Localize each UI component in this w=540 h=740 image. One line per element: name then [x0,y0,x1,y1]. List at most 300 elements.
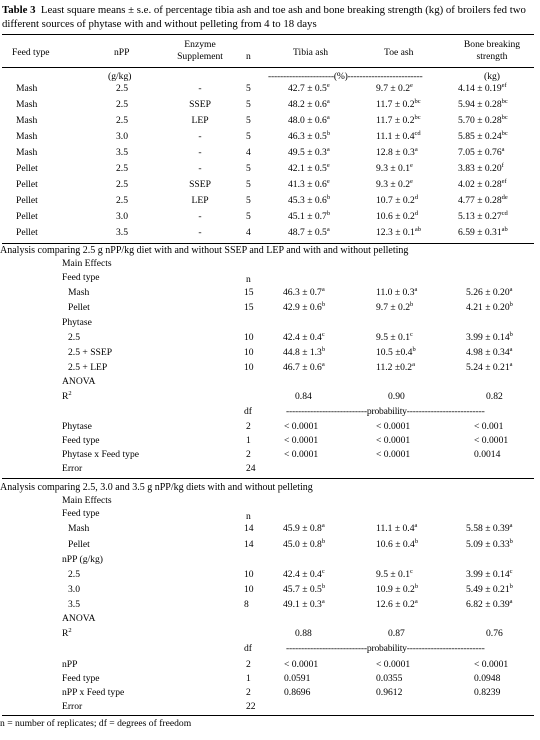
cell-tibia-ash-superscript: b [326,194,331,201]
section2-pellet-row-tibia-superscript: b [321,538,326,545]
cell-bone-strength-superscript: a [501,146,505,153]
cell-n: 4 [246,227,251,238]
section1-pellet-row [0,301,540,314]
header-enzyme-line1: Enzyme [184,39,216,50]
cell-tibia-ash-superscript: e [326,162,330,169]
section1-df-label: df [244,406,252,417]
cell-toe-ash-superscript: e [410,82,413,89]
anova-row [0,658,540,671]
anova-source: Error [62,701,83,712]
header-row [0,39,540,62]
cell-n: 5 [246,99,251,110]
cell-tibia-ash [288,178,330,191]
section2-npp-25-row-bone-superscript: c [509,568,513,575]
section1-pellet-row-toe [376,301,413,314]
section1-pellet-row-bone-superscript: b [509,301,513,308]
anova-toe-p: < 0.0001 [376,435,411,446]
cell-tibia-ash [288,98,330,111]
section2-npp-heading [0,553,540,566]
cell-toe-ash [376,162,413,175]
section1-probability-label: ---------------------------probability-------------------------- [286,406,485,417]
table-row [0,146,540,159]
anova-bone-p: 0.0948 [474,673,501,684]
cell-bone-strength-superscript: ef [501,178,507,185]
section1-r2-label: $R^2$ [62,390,72,402]
cell-toe-ash [376,210,418,223]
section2-mash-row-toe [376,522,417,535]
section1-phytase-lep-row-toe-value: 11.2 ±0.2 [376,362,413,373]
anova-tibia-p: 0.0591 [284,673,311,684]
section2-mash-row-toe-value: 11.1 ± 0.4 [376,523,415,534]
section1-bottom-rule [2,478,534,479]
anova-row [0,462,540,475]
section1-feed-type-label: Feed type [62,272,100,283]
section2-pellet-row-n: 14 [244,539,254,550]
table-label: Table 3 [2,4,36,16]
section2-npp-25-row-bone [466,568,513,581]
section1-r2-toe: 0.90 [388,391,405,402]
cell-bone-strength-superscript: bc [501,114,508,121]
cell-bone-strength-value: 7.05 ± 0.76 [458,147,502,158]
cell-enzyme: - [198,131,202,142]
header-n: n [246,51,251,62]
section2-npp-25-row [0,568,540,581]
anova-source: nPP [62,659,78,670]
header-npp: nPP [114,47,130,58]
section2-feed-type-label: Feed type [62,508,100,519]
cell-bone-strength-value: 5.94 ± 0.28 [458,99,502,110]
section2-mash-row [0,522,540,535]
section1-phytase-ssep-row-tibia-superscript: b [321,346,326,353]
anova-df: 2 [246,421,251,432]
cell-bone-strength [458,130,508,143]
section1-phytase-25-row-bone-superscript: b [509,331,513,338]
section2-npp-25-row-toe-value: 9.5 ± 0.1 [376,569,411,580]
anova-toe-p: 0.9612 [376,687,403,698]
anova-source: Feed type [62,435,100,446]
section2-npp-25-row-bone-value: 3.99 ± 0.14 [466,569,510,580]
cell-toe-ash-value: 9.3 ± 0.2 [376,179,411,190]
footnote: n = number of replicates; df = degrees of freedom [0,718,192,729]
section1-phytase-lep-row-tibia-value: 46.7 ± 0.6 [283,362,322,373]
anova-toe-p: < 0.0001 [376,421,411,432]
section1-mash-row-tibia-value: 46.3 ± 0.7 [283,287,322,298]
anova-row [0,434,540,447]
section2-npp-25-row-tibia-superscript: c [321,568,325,575]
cell-tibia-ash [288,226,330,239]
cell-tibia-ash [288,162,330,175]
section2-npp-heading-label: nPP (g/kg) [62,554,103,565]
cell-toe-ash [376,82,413,95]
section1-pellet-row-tibia [283,301,325,314]
header-rule [2,67,534,68]
section1-r2-bone: 0.82 [486,391,503,402]
section1-phytase-ssep-row-toe [376,346,416,359]
section1-pellet-row-tibia-value: 42.9 ± 0.6 [283,302,322,313]
cell-bone-strength-value: 5.13 ± 0.27 [458,211,502,222]
table-caption-text: Least square means ± s.e. of percentage tibia ash and toe ash and bone breaking strength (kg) of broilers fed two different sources of phytase with and without pelleting from 4 to 18 days [2,4,526,30]
cell-npp: 3.5 [116,227,128,238]
section2-r2-row [0,627,540,640]
cell-bone-strength-value: 5.70 ± 0.28 [458,115,502,126]
section2-r2-bone: 0.76 [486,628,503,639]
header-enzyme-line2: Supplement [177,51,223,62]
section1-phytase-lep-row-tibia-superscript: a [321,361,325,368]
cell-tibia-ash-superscript: b [326,130,331,137]
cell-enzyme: - [198,227,202,238]
section2-pellet-row-tibia [283,538,325,551]
section1-mash-row [0,286,540,299]
cell-bone-strength [458,114,508,127]
section2-mash-row-toe-superscript: a [414,522,418,529]
cell-enzyme: - [198,83,202,94]
header-toe-ash: Toe ash [384,47,414,58]
cell-tibia-ash-value: 41.3 ± 0.6 [288,179,327,190]
cell-bone-strength [458,210,508,223]
cell-bone-strength [458,146,505,159]
cell-feed-type: Pellet [16,179,38,190]
section1-phytase-ssep-row [0,346,540,359]
cell-toe-ash-value: 11.7 ± 0.2 [376,99,415,110]
section2-pellet-row-toe-superscript: b [414,538,419,545]
section2-pellet-row-bone [466,538,513,551]
header-bone-line1: Bone breaking [463,39,521,50]
section2-npp-25-row-toe [376,568,413,581]
cell-tibia-ash [288,82,330,95]
section2-r2-toe: 0.87 [388,628,405,639]
section1-mash-row-bone [466,286,513,299]
cell-tibia-ash-value: 42.7 ± 0.5 [288,83,327,94]
table-row [0,82,540,95]
cell-bone-strength-superscript: f [501,162,504,169]
section2-npp-35-row-label: 3.5 [68,599,80,610]
section1-pellet-row-bone [466,301,513,314]
section1-phytase-ssep-row-bone-superscript: a [509,346,513,353]
section1-phytase-heading [0,316,540,329]
section1-n-label: n [246,274,251,285]
section2-mash-row-n: 14 [244,523,254,534]
anova-bone-p: 0.8239 [474,687,501,698]
unit-kg: (kg) [484,71,500,82]
section1-phytase-25-row-tibia-superscript: c [321,331,325,338]
cell-toe-ash-superscript: ab [414,226,421,233]
anova-bone-p: 0.0014 [474,449,501,460]
cell-n: 5 [246,211,251,222]
section2-npp-25-row-toe-superscript: c [410,568,413,575]
section2-npp-35-row-bone-value: 6.82 ± 0.39 [466,599,510,610]
cell-enzyme: - [198,147,202,158]
cell-bone-strength [458,82,507,95]
section1-phytase-25-row-tibia-value: 42.4 ± 0.4 [283,332,322,343]
section2-npp-30-row-tibia-value: 45.7 ± 0.5 [283,584,322,595]
anova-row [0,448,540,461]
cell-feed-type: Pellet [16,211,38,222]
header-feed-type: Feed type [12,47,50,58]
table-row [0,210,540,223]
cell-toe-ash [376,146,418,159]
section2-feed-type-row [0,507,540,520]
section1-phytase-25-row-n: 10 [244,332,254,343]
cell-bone-strength [458,178,507,191]
section2-npp-30-row-toe [376,583,418,596]
cell-npp: 3.0 [116,211,128,222]
section2-npp-30-row-n: 10 [244,584,254,595]
cell-tibia-ash [288,130,330,143]
cell-enzyme: SSEP [189,99,211,110]
anova-tibia-p: 0.8696 [284,687,311,698]
section2-main-effects: Main Effects [62,495,112,506]
section2-mash-row-bone-value: 5.58 ± 0.39 [466,523,510,534]
cell-bone-strength-value: 5.85 ± 0.24 [458,131,502,142]
cell-n: 4 [246,147,251,158]
cell-tibia-ash [288,210,330,223]
section2-pellet-row-bone-superscript: b [509,538,513,545]
header-bone-line2: strength [476,51,508,62]
cell-bone-strength-value: 4.02 ± 0.28 [458,179,502,190]
cell-bone-strength-superscript: de [501,194,508,201]
section1-mash-row-label: Mash [68,287,90,298]
cell-enzyme: - [198,163,202,174]
unit-percent: ----------------------(%)------------------------- [268,71,423,82]
section2-npp-35-row-tibia [283,598,325,611]
cell-feed-type: Mash [16,99,38,110]
section1-phytase-ssep-row-n: 10 [244,347,254,358]
section1-phytase-lep-row-bone [466,361,513,374]
cell-tibia-ash-value: 48.7 ± 0.5 [288,227,327,238]
section2-npp-35-row-n: 8 [244,599,249,610]
section2-npp-35-row-tibia-value: 49.1 ± 0.3 [283,599,322,610]
anova-df: 22 [246,701,256,712]
cell-tibia-ash [288,114,330,127]
section1-mash-row-toe-superscript: a [414,286,418,293]
cell-toe-ash [376,114,421,127]
section1-mash-row-toe [376,286,417,299]
section1-phytase-ssep-row-tibia-value: 44.8 ± 1.3 [283,347,322,358]
anova-row [0,686,540,699]
section1-main-effects: Main Effects [62,258,112,269]
section2-npp-25-row-label: 2.5 [68,569,80,580]
cell-n: 5 [246,195,251,206]
section2-pellet-row-label: Pellet [68,539,90,550]
table-row [0,194,540,207]
anova-source: Phytase x Feed type [62,449,140,460]
cell-bone-strength [458,98,508,111]
section2-npp-30-row-bone-superscript: b [509,583,513,590]
cell-feed-type: Mash [16,115,38,126]
cell-toe-ash-superscript: d [414,210,419,217]
cell-npp: 3.5 [116,147,128,158]
cell-npp: 2.5 [116,163,128,174]
section2-npp-35-row-toe [376,598,418,611]
section2-npp-30-row-bone-value: 5.49 ± 0.21 [466,584,510,595]
section2-probability-label: ---------------------------probability-------------------------- [286,643,485,654]
section1-mash-row-bone-value: 5.26 ± 0.20 [466,287,510,298]
section1-main-effects-row [0,257,540,270]
cell-toe-ash-value: 10.7 ± 0.2 [376,195,415,206]
anova-row [0,672,540,685]
cell-feed-type: Pellet [16,163,38,174]
section1-mash-row-tibia [283,286,325,299]
cell-toe-ash-superscript: bc [414,98,421,105]
section2-pellet-row-tibia-value: 45.0 ± 0.8 [283,539,322,550]
table-row [0,130,540,143]
cell-n: 5 [246,179,251,190]
cell-npp: 2.5 [116,115,128,126]
section2-npp-30-row-toe-value: 10.9 ± 0.2 [376,584,415,595]
anova-source: nPP x Feed type [62,687,125,698]
cell-enzyme: LEP [191,115,209,126]
section2-pellet-row [0,538,540,551]
cell-npp: 2.5 [116,83,128,94]
section1-phytase-25-row-tibia [283,331,325,344]
anova-toe-p: 0.0355 [376,673,403,684]
anova-df: 2 [246,659,251,670]
cell-n: 5 [246,115,251,126]
anova-tibia-p: < 0.0001 [284,421,319,432]
cell-tibia-ash-superscript: e [326,178,330,185]
cell-npp: 2.5 [116,195,128,206]
cell-enzyme: - [198,211,202,222]
cell-tibia-ash-superscript: a [326,226,330,233]
cell-tibia-ash-value: 45.3 ± 0.6 [288,195,327,206]
table-caption [2,3,536,31]
cell-tibia-ash [288,146,330,159]
cell-toe-ash [376,226,421,239]
cell-toe-ash-superscript: e [410,162,413,169]
section2-mash-row-tibia [283,522,325,535]
section2-r2-label: $R^2$ [62,627,72,639]
cell-feed-type: Mash [16,83,38,94]
cell-tibia-ash-superscript: a [326,98,330,105]
section1-pellet-row-n: 15 [244,302,254,313]
cell-toe-ash-superscript: cd [414,130,421,137]
section2-df-row [0,642,540,655]
cell-feed-type: Mash [16,131,38,142]
section1-phytase-25-row-label: 2.5 [68,332,80,343]
section2-npp-35-row [0,598,540,611]
anova-df: 1 [246,673,251,684]
anova-df: 1 [246,435,251,446]
cell-tibia-ash-value: 48.2 ± 0.6 [288,99,327,110]
section2-mash-row-bone-superscript: a [509,522,513,529]
section2-npp-30-row-label: 3.0 [68,584,80,595]
section1-mash-row-bone-superscript: a [509,286,513,293]
section2-mash-row-tibia-value: 45.9 ± 0.8 [283,523,322,534]
cell-toe-ash-superscript: bc [414,114,421,121]
cell-bone-strength-value: 4.14 ± 0.19 [458,83,502,94]
cell-toe-ash-value: 12.3 ± 0.1 [376,227,415,238]
cell-toe-ash-value: 12.8 ± 0.3 [376,147,415,158]
anova-tibia-p: < 0.0001 [284,435,319,446]
section2-npp-30-row-toe-superscript: b [414,583,419,590]
anova-source: Feed type [62,673,100,684]
anova-source: Phytase [62,421,92,432]
cell-npp: 3.0 [116,131,128,142]
cell-bone-strength-value: 3.83 ± 0.20 [458,163,502,174]
section2-mash-row-tibia-superscript: a [321,522,325,529]
cell-tibia-ash-superscript: b [326,210,331,217]
cell-toe-ash [376,194,418,207]
cell-tibia-ash-value: 48.0 ± 0.6 [288,115,327,126]
section2-r2-tibia: 0.88 [295,628,312,639]
section1-feed-type-row [0,271,540,284]
section1-r2-tibia: 0.84 [295,391,312,402]
cell-bone-strength-value: 6.59 ± 0.31 [458,227,502,238]
bottom-rule [2,715,534,716]
section1-df-row [0,405,540,418]
section1-phytase-25-row-bone [466,331,513,344]
cell-tibia-ash [288,194,330,207]
cell-bone-strength [458,226,508,239]
cell-npp: 2.5 [116,179,128,190]
anova-toe-p: < 0.0001 [376,449,411,460]
cell-bone-strength-superscript: bc [501,98,508,105]
table-row [0,178,540,191]
section1-phytase-25-row [0,331,540,344]
anova-tibia-p: < 0.0001 [284,449,319,460]
cell-enzyme: LEP [191,195,209,206]
section1-phytase-lep-row-toe-superscript: a [412,361,415,368]
section1-pellet-row-toe-superscript: b [410,301,414,308]
cell-toe-ash-superscript: d [414,194,419,201]
cell-tibia-ash-superscript: e [326,82,330,89]
cell-tibia-ash-value: 45.1 ± 0.7 [288,211,327,222]
section1-phytase-25-row-toe-superscript: c [410,331,413,338]
cell-feed-type: Pellet [16,227,38,238]
section1-phytase-heading-label: Phytase [62,317,92,328]
section2-main-effects-row [0,494,540,507]
cell-toe-ash-value: 11.7 ± 0.2 [376,115,415,126]
cell-n: 5 [246,83,251,94]
section1-r2-row [0,390,540,403]
cell-tibia-ash-superscript: a [326,114,330,121]
section1-title: Analysis comparing 2.5 g nPP/kg diet with and without SSEP and LEP and with and without pelleting [0,245,409,256]
cell-tibia-ash-value: 49.5 ± 0.3 [288,147,327,158]
cell-bone-strength-value: 4.77 ± 0.28 [458,195,502,206]
section1-phytase-25-row-bone-value: 3.99 ± 0.14 [466,332,510,343]
section2-npp-30-row-tibia-superscript: b [321,583,326,590]
section1-phytase-lep-row-toe [376,361,415,374]
cell-bone-strength-superscript: cd [501,210,508,217]
section1-anova-label: ANOVA [62,376,96,387]
cell-npp: 2.5 [116,99,128,110]
section2-pellet-row-toe [376,538,418,551]
section1-phytase-25-row-toe [376,331,413,344]
cell-tibia-ash-value: 42.1 ± 0.5 [288,163,327,174]
cell-tibia-ash-superscript: a [326,146,330,153]
cell-tibia-ash-value: 46.3 ± 0.5 [288,131,327,142]
section1-phytase-ssep-row-bone-value: 4.98 ± 0.34 [466,347,510,358]
section1-phytase-lep-row-n: 10 [244,362,254,373]
cell-toe-ash [376,98,421,111]
section1-mash-row-n: 15 [244,287,254,298]
section2-npp-30-row-bone [466,583,513,596]
section2-anova-row [0,612,540,625]
section1-phytase-ssep-row-bone [466,346,513,359]
section2-npp-35-row-toe-superscript: a [414,598,418,605]
cell-enzyme: SSEP [189,179,211,190]
section1-phytase-ssep-row-label: 2.5 + SSEP [68,347,113,358]
header-tibia-ash: Tibia ash [293,47,329,58]
cell-n: 5 [246,163,251,174]
section1-pellet-row-bone-value: 4.21 ± 0.20 [466,302,510,313]
section1-mash-row-tibia-superscript: a [321,286,325,293]
section2-npp-35-row-bone [466,598,513,611]
cell-feed-type: Pellet [16,195,38,206]
section2-npp-30-row [0,583,540,596]
section1-pellet-row-tibia-superscript: b [321,301,326,308]
cell-toe-ash [376,178,413,191]
